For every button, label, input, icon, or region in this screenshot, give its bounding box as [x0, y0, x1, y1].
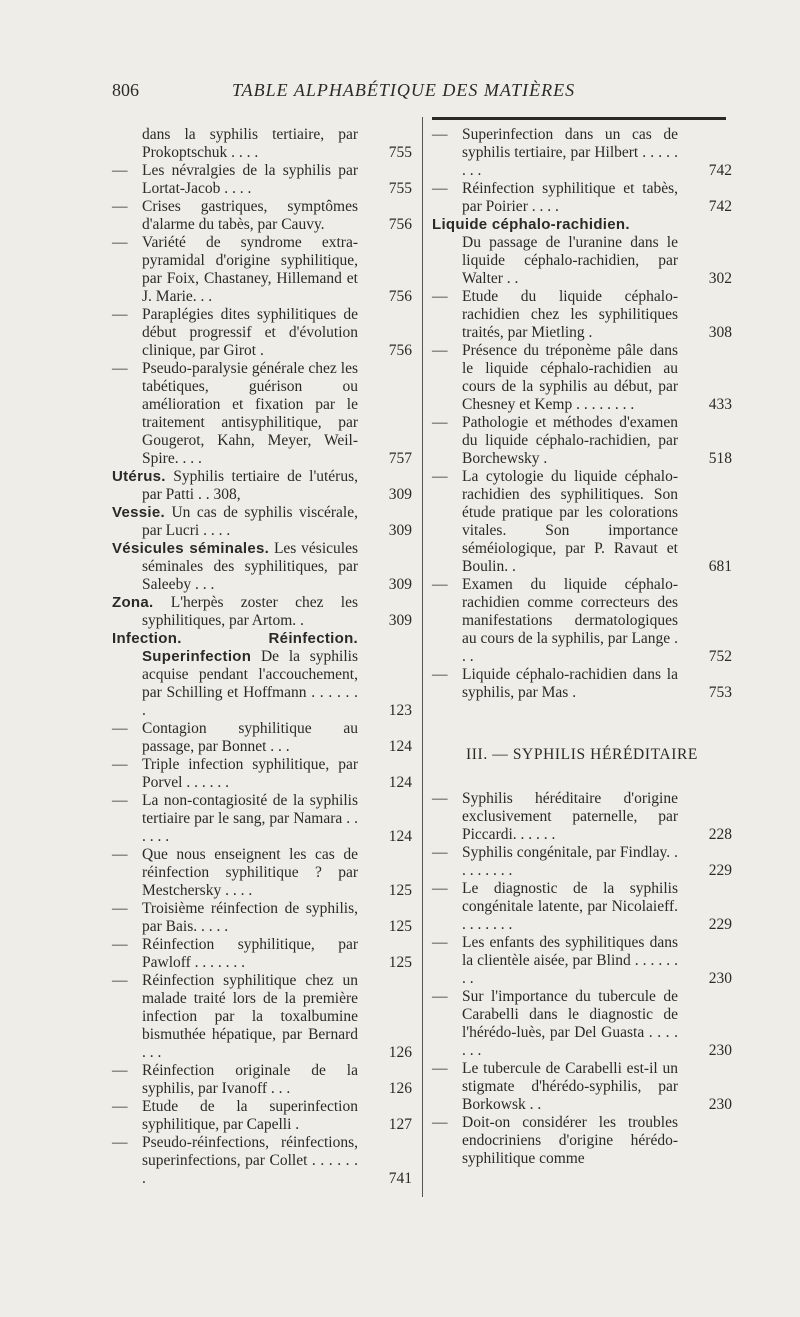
entry-page-number: 123 [388, 702, 412, 719]
entry-page-number: 230 [708, 1042, 732, 1059]
entry-dash: — [432, 1060, 448, 1077]
entry-page-number: 229 [708, 916, 732, 933]
entry-heading-term: Zona. [112, 594, 154, 611]
entry-text: Liquide céphalo-rachidien dans la syphilis, par Mas . [462, 666, 678, 701]
index-entry [112, 360, 412, 468]
page-header [112, 80, 724, 106]
entry-text: Réinfection syphilitique chez un malade traité lors de la première infection par la toxalbumine bismuthée hépatique, par Bernard . . . [142, 972, 358, 1061]
entry-dash: — [432, 988, 448, 1005]
entry-dash: — [112, 198, 128, 215]
entry-page-number: 755 [388, 180, 412, 197]
entry-page-number: 518 [708, 450, 732, 467]
entry-dash: — [112, 306, 128, 323]
entry-heading-term: Vessie. [112, 504, 165, 521]
entry-page-number: 302 [708, 270, 732, 287]
entry-text: Les névralgies de la syphilis par Lortat-Jacob . . . . [142, 162, 358, 197]
index-entry [112, 972, 412, 1062]
entry-page-number: 756 [388, 288, 412, 305]
index-entry [112, 1098, 412, 1134]
index-entry [112, 792, 412, 846]
entry-page-number: 756 [388, 216, 412, 233]
index-entry [432, 288, 732, 342]
index-entry [432, 988, 732, 1060]
index-entry [112, 162, 412, 198]
entry-text: Le diagnostic de la syphilis congénitale latente, par Nicolaieff. . . . . . . . [462, 880, 678, 933]
entry-dash: — [112, 1098, 128, 1115]
entry-page-number: 230 [708, 1096, 732, 1113]
entry-dash: — [432, 126, 448, 143]
entry-dash: — [432, 342, 448, 359]
entry-page-number: 125 [388, 954, 412, 971]
entry-page-number: 752 [708, 648, 732, 665]
index-entry [112, 720, 412, 756]
index-entry [112, 900, 412, 936]
entry-dash: — [432, 666, 448, 683]
entry-page-number: 125 [388, 918, 412, 935]
section-title: III. — SYPHILIS HÉRÉDITAIRE [466, 746, 698, 763]
entry-text: dans la syphilis tertiaire, par Prokoptschuk . . . . [142, 126, 358, 161]
index-entry [112, 846, 412, 900]
entry-page-number: 125 [388, 882, 412, 899]
index-entry [112, 1134, 412, 1188]
index-entry [432, 414, 732, 468]
entry-dash: — [432, 576, 448, 593]
entry-heading-term: Liquide céphalo-rachidien. [432, 216, 630, 233]
entry-dash: — [432, 180, 448, 197]
entry-text: Réinfection syphilitique, par Pawloff . . . . . . . [142, 936, 358, 971]
header-rule [432, 117, 726, 120]
entry-text: Crises gastriques, symptômes d'alarme du tabès, par Cauvy. [142, 198, 358, 233]
entry-text: La cytologie du liquide céphalo-rachidien des syphilitiques. Son étude pratique par les colorations vitales. Son importance séméiologique, par P. Ravaut et Boulin. . [462, 468, 678, 575]
index-entry [112, 594, 412, 630]
entry-text: Sur l'importance du tubercule de Carabelli dans le diagnostic de l'hérédo-luès, par Del Guasta . . . . . . . [462, 988, 678, 1059]
index-entry [112, 468, 412, 504]
index-entry [432, 468, 732, 576]
entry-dash: — [112, 162, 128, 179]
entry-text: Réinfection originale de la syphilis, par Ivanoff . . . [142, 1062, 358, 1097]
entry-page-number: 742 [708, 198, 732, 215]
entry-heading-term: Vésicules séminales. [112, 540, 270, 557]
left-column [112, 126, 412, 1188]
index-entry [432, 844, 732, 880]
index-entry [112, 504, 412, 540]
entry-dash: — [112, 846, 128, 863]
index-entry [432, 180, 732, 216]
entry-text: L'herpès zoster chez les syphilitiques, par Artom. . [142, 594, 358, 629]
index-entry [112, 936, 412, 972]
entry-text: Que nous enseignent les cas de réinfection syphilitique ? par Mestchersky . . . . [142, 846, 358, 899]
entry-text: Les enfants des syphilitiques dans la clientèle aisée, par Blind . . . . . . . . [462, 934, 678, 987]
index-entry [112, 630, 412, 720]
index-entry [432, 342, 732, 414]
entry-dash: — [112, 1062, 128, 1079]
entry-page-number: 229 [708, 862, 732, 879]
entry-page-number: 124 [388, 828, 412, 845]
entry-page-number: 755 [388, 144, 412, 161]
entry-text: Pseudo-paralysie générale chez les tabétiques, guérison ou amélioration et fixation par le traitement antisyphilitique, par Gougerot, Kahn, Meyer, Weil-Spire. . . . [142, 360, 358, 467]
entry-dash: — [432, 844, 448, 861]
index-entry [112, 234, 412, 306]
index-entry [432, 790, 732, 844]
entry-page-number: 228 [708, 826, 732, 843]
entry-dash: — [112, 720, 128, 737]
entry-dash: — [432, 1114, 448, 1131]
entry-text: Etude de la superinfection syphilitique, par Capelli . [142, 1098, 358, 1133]
entry-text: Réinfection syphilitique et tabès, par Poirier . . . . [462, 180, 678, 215]
entry-dash: — [432, 414, 448, 431]
entry-text: Présence du tréponème pâle dans le liquide céphalo-rachidien au cours de la syphilis au début, par Chesney et Kemp . . . . . . . . [462, 342, 678, 413]
entry-text: Examen du liquide céphalo-rachidien comme correcteurs des manifestations dermatologiques au cours de la syphilis, par Lange . . . [462, 576, 678, 665]
entry-page-number: 742 [708, 162, 732, 179]
entry-text: Syphilis tertiaire de l'utérus, par Patti . . 308, [142, 468, 359, 503]
entry-dash: — [112, 1134, 128, 1151]
entry-text: Paraplégies dites syphilitiques de début progressif et d'évolution clinique, par Girot . [142, 306, 358, 359]
entry-text: De la syphilis acquise pendant l'accouchement, par Schilling et Hoffmann . . . . . . . [142, 648, 358, 719]
entry-dash: — [112, 234, 128, 251]
entry-text: Le tubercule de Carabelli est-il un stigmate d'hérédo-syphilis, par Borkowsk . . [462, 1060, 678, 1113]
entry-page-number: 681 [708, 558, 732, 575]
entry-page-number: 124 [388, 738, 412, 755]
index-entry [432, 216, 732, 288]
entry-text: Doit-on considérer les troubles endocriniens d'origine hérédo-syphilitique comme [462, 1114, 678, 1167]
entry-page-number: 757 [388, 450, 412, 467]
entry-dash: — [432, 468, 448, 485]
entry-page-number: 230 [708, 970, 732, 987]
entry-dash: — [112, 936, 128, 953]
index-entry [432, 666, 732, 702]
entry-text: Pathologie et méthodes d'examen du liquide céphalo-rachidien, par Borchewsky . [462, 414, 678, 467]
index-entry [112, 756, 412, 792]
entry-text: Troisième réinfection de syphilis, par Bais. . . . . [142, 900, 358, 935]
index-entry [112, 126, 412, 162]
entry-text: Les vésicules séminales des syphilitiques, par Saleeby . . . [142, 540, 358, 593]
entry-heading-term: Utérus. [112, 468, 166, 485]
entry-dash: — [432, 288, 448, 305]
entry-page-number: 741 [388, 1170, 412, 1187]
entry-dash: — [432, 934, 448, 951]
entry-text: Syphilis héréditaire d'origine exclusivement paternelle, par Piccardi. . . . . . [462, 790, 678, 843]
entry-page-number: 309 [388, 522, 412, 539]
column-divider [422, 117, 423, 1197]
index-entry [432, 880, 732, 934]
entry-text: Triple infection syphilitique, par Porvel . . . . . . [142, 756, 358, 791]
entry-page-number: 433 [708, 396, 732, 413]
entry-dash: — [432, 880, 448, 897]
entry-dash: — [112, 792, 128, 809]
index-entry [432, 1060, 732, 1114]
running-title: TABLE ALPHABÉTIQUE DES MATIÈRES [232, 80, 576, 100]
index-entry [432, 126, 732, 180]
entry-text: Du passage de l'uranine dans le liquide céphalo-rachidien, par Walter . . [462, 234, 678, 287]
entry-page-number: 126 [388, 1080, 412, 1097]
entry-text: La non-contagiosité de la syphilis tertiaire par le sang, par Namara . . . . . . [142, 792, 358, 845]
entry-text: Contagion syphilitique au passage, par Bonnet . . . [142, 720, 358, 755]
index-entry [112, 540, 412, 594]
index-entry [112, 198, 412, 234]
entry-text: Superinfection dans un cas de syphilis tertiaire, par Hilbert . . . . . . . . [462, 126, 678, 179]
index-entry [112, 306, 412, 360]
entry-heading-term: Infection. Réinfection. Superinfection [112, 630, 358, 665]
entry-page-number: 753 [708, 684, 732, 701]
entry-dash: — [112, 756, 128, 773]
index-entry [432, 576, 732, 666]
entry-text: Variété de syndrome extra-pyramidal d'origine syphilitique, par Foix, Chastaney, Hillemand et J. Marie. . . [142, 234, 358, 305]
entry-page-number: 124 [388, 774, 412, 791]
entry-page-number: 126 [388, 1044, 412, 1061]
entry-page-number: 309 [388, 486, 412, 503]
entry-dash: — [112, 900, 128, 917]
index-entry [432, 934, 732, 988]
entry-page-number: 308 [708, 324, 732, 341]
entry-dash: — [112, 972, 128, 989]
index-entry [112, 1062, 412, 1098]
entry-page-number: 309 [388, 612, 412, 629]
entry-text: Un cas de syphilis viscérale, par Lucri . . . . [142, 504, 358, 539]
page-number: 806 [112, 80, 139, 100]
entry-dash: — [112, 360, 128, 377]
entry-page-number: 127 [388, 1116, 412, 1133]
entry-text: Pseudo-réinfections, réinfections, superinfections, par Collet . . . . . . . [142, 1134, 358, 1187]
index-entry [432, 1114, 732, 1168]
entry-page-number: 756 [388, 342, 412, 359]
right-column [432, 126, 732, 1168]
entry-dash: — [432, 790, 448, 807]
entry-text: Etude du liquide céphalo-rachidien chez les syphilitiques traités, par Mietling . [462, 288, 678, 341]
entry-page-number: 309 [388, 576, 412, 593]
entry-text: Syphilis congénitale, par Findlay. . . . . . . . . [462, 844, 678, 879]
